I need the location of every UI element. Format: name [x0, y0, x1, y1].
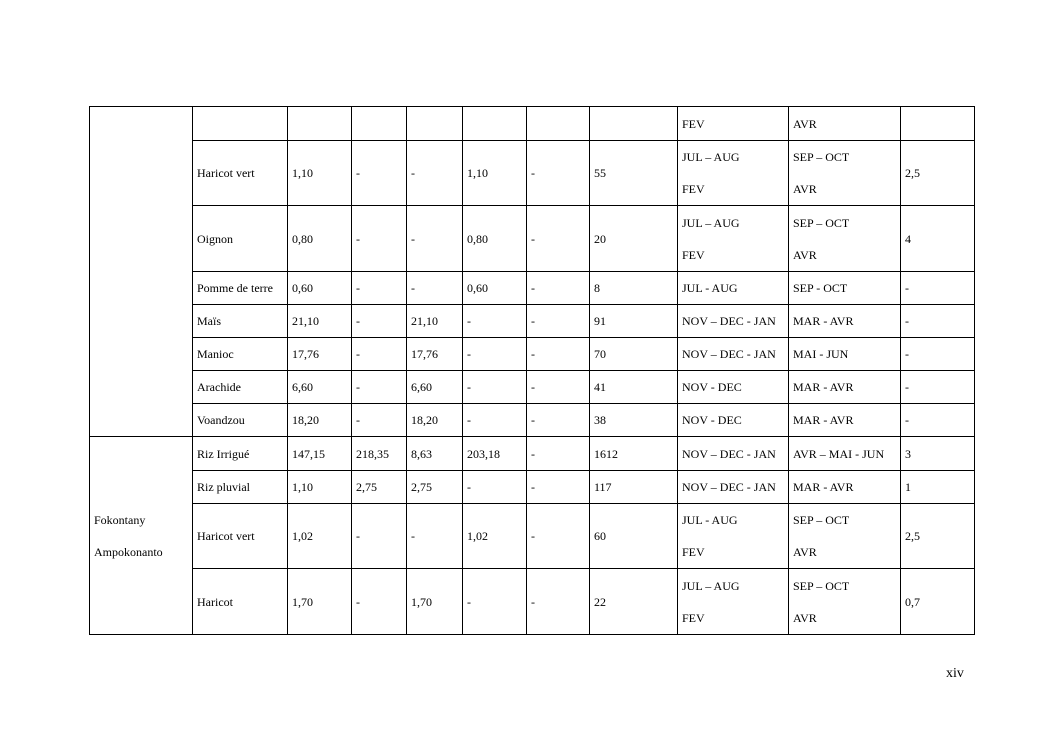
recolte-line: MAR - AVR [793, 480, 854, 494]
value-cell: 17,76 [288, 338, 352, 371]
value-cell: - [527, 338, 590, 371]
value-cell: 55 [590, 141, 678, 206]
recolte-cell [789, 141, 901, 206]
table-body [90, 107, 975, 635]
recolte-line: SEP – OCT [793, 513, 850, 527]
value-cell: - [527, 437, 590, 471]
value-cell: - [407, 141, 463, 206]
recolte-cell [789, 305, 901, 338]
value-cell: 117 [590, 471, 678, 504]
value-cell [590, 107, 678, 141]
culture-cell: Maïs [193, 305, 288, 338]
value-cell: - [352, 404, 407, 437]
recolte-cell [789, 437, 901, 471]
table-row [90, 437, 975, 471]
crop-table [89, 106, 975, 635]
recolte-cell [789, 569, 901, 635]
semis-line: NOV - DEC [682, 380, 742, 394]
recolte-line: MAR - AVR [793, 413, 854, 427]
recolte-line: AVR [793, 182, 817, 196]
value-cell: - [352, 504, 407, 569]
recolte-line: SEP – OCT [793, 578, 850, 593]
value-cell: 218,35 [352, 437, 407, 471]
semis-cell [678, 371, 789, 404]
recolte-cell [789, 371, 901, 404]
semis-line: NOV – DEC - JAN [682, 347, 776, 361]
last-value-cell: 3 [901, 437, 975, 471]
semis-cell [678, 305, 789, 338]
location-line: Fokontany [94, 512, 146, 527]
recolte-line: SEP – OCT [793, 150, 850, 164]
culture-cell: Oignon [193, 206, 288, 272]
value-cell: 21,10 [288, 305, 352, 338]
value-cell: 1,70 [407, 569, 463, 635]
value-cell: - [463, 471, 527, 504]
semis-cell [678, 504, 789, 569]
table-row [90, 371, 975, 404]
semis-cell [678, 404, 789, 437]
value-cell: 1,02 [288, 504, 352, 569]
recolte-line: SEP - OCT [793, 281, 848, 295]
value-cell: 41 [590, 371, 678, 404]
semis-cell [678, 338, 789, 371]
recolte-cell [789, 404, 901, 437]
value-cell: - [352, 272, 407, 305]
value-cell: 203,18 [463, 437, 527, 471]
value-cell: 1,10 [288, 471, 352, 504]
semis-line: NOV – DEC - JAN [682, 480, 776, 494]
value-cell: - [407, 206, 463, 272]
value-cell: - [463, 338, 527, 371]
culture-cell: Pomme de terre [193, 272, 288, 305]
value-cell: - [463, 569, 527, 635]
culture-cell: Voandzou [193, 404, 288, 437]
value-cell: - [352, 371, 407, 404]
semis-line: JUL – AUG [682, 150, 740, 164]
location-cell [90, 107, 193, 437]
culture-cell: Haricot vert [193, 504, 288, 569]
value-cell: 60 [590, 504, 678, 569]
value-cell: 38 [590, 404, 678, 437]
value-cell: 1612 [590, 437, 678, 471]
value-cell: 17,76 [407, 338, 463, 371]
value-cell: - [352, 305, 407, 338]
last-value-cell: - [901, 404, 975, 437]
value-cell: 1,10 [288, 141, 352, 206]
value-cell: 1,10 [463, 141, 527, 206]
culture-cell: Haricot [193, 569, 288, 635]
culture-cell: Arachide [193, 371, 288, 404]
culture-cell: Manioc [193, 338, 288, 371]
culture-cell: Riz Irrigué [193, 437, 288, 471]
recolte-cell [789, 206, 901, 272]
recolte-line: MAR - AVR [793, 380, 854, 394]
table-row [90, 569, 975, 635]
semis-cell [678, 107, 789, 141]
page-number: xiv [946, 666, 964, 681]
value-cell: 2,75 [407, 471, 463, 504]
last-value-cell: 0,7 [901, 569, 975, 635]
last-value-cell: - [901, 305, 975, 338]
value-cell: - [527, 569, 590, 635]
semis-line: FEV [682, 247, 705, 262]
value-cell: - [352, 141, 407, 206]
table-row [90, 305, 975, 338]
value-cell: 2,75 [352, 471, 407, 504]
value-cell: - [527, 141, 590, 206]
table-row [90, 504, 975, 569]
location-line: Ampokonanto [94, 544, 163, 559]
culture-cell: Haricot vert [193, 141, 288, 206]
value-cell: - [407, 272, 463, 305]
value-cell: 6,60 [407, 371, 463, 404]
semis-line: NOV - DEC [682, 413, 742, 427]
semis-line: JUL - AUG [682, 513, 738, 527]
value-cell: - [463, 305, 527, 338]
culture-cell [193, 107, 288, 141]
value-cell: 18,20 [407, 404, 463, 437]
value-cell: 8 [590, 272, 678, 305]
value-cell: 6,60 [288, 371, 352, 404]
recolte-line: AVR – MAI - JUN [793, 446, 885, 461]
value-cell: 0,60 [288, 272, 352, 305]
recolte-line: AVR [793, 247, 817, 262]
value-cell: - [527, 471, 590, 504]
last-value-cell: 2,5 [901, 141, 975, 206]
table-row [90, 206, 975, 272]
value-cell: 22 [590, 569, 678, 635]
semis-cell [678, 569, 789, 635]
semis-line: JUL – AUG [682, 578, 740, 593]
last-value-cell: 1 [901, 471, 975, 504]
value-cell: - [352, 206, 407, 272]
semis-line: FEV [682, 610, 705, 625]
semis-line: JUL - AUG [682, 281, 738, 295]
last-value-cell: - [901, 371, 975, 404]
semis-cell [678, 272, 789, 305]
table-row [90, 338, 975, 371]
table-row [90, 141, 975, 206]
value-cell: 0,80 [463, 206, 527, 272]
table-row [90, 404, 975, 437]
culture-cell: Riz pluvial [193, 471, 288, 504]
value-cell: - [352, 569, 407, 635]
recolte-cell [789, 471, 901, 504]
semis-line: FEV [682, 182, 705, 196]
recolte-cell [789, 338, 901, 371]
value-cell: - [352, 338, 407, 371]
last-value-cell: 4 [901, 206, 975, 272]
semis-cell [678, 141, 789, 206]
semis-line: FEV [682, 116, 705, 131]
semis-line: JUL – AUG [682, 215, 740, 230]
recolte-line: AVR [793, 610, 817, 625]
value-cell: - [527, 272, 590, 305]
recolte-line: AVR [793, 545, 817, 559]
recolte-line: MAR - AVR [793, 314, 854, 328]
value-cell: - [407, 504, 463, 569]
semis-line: FEV [682, 545, 705, 559]
semis-line: NOV – DEC - JAN [682, 314, 776, 328]
value-cell: - [527, 206, 590, 272]
value-cell [352, 107, 407, 141]
value-cell [527, 107, 590, 141]
value-cell: - [527, 504, 590, 569]
recolte-line: MAI - JUN [793, 347, 849, 361]
value-cell: - [463, 404, 527, 437]
recolte-cell [789, 107, 901, 141]
table-row [90, 272, 975, 305]
value-cell: - [527, 305, 590, 338]
last-value-cell: 2,5 [901, 504, 975, 569]
value-cell: 20 [590, 206, 678, 272]
table-row [90, 107, 975, 141]
value-cell: - [527, 404, 590, 437]
value-cell: 1,02 [463, 504, 527, 569]
value-cell: - [527, 371, 590, 404]
semis-cell [678, 471, 789, 504]
value-cell: 147,15 [288, 437, 352, 471]
value-cell: 0,60 [463, 272, 527, 305]
recolte-line: SEP – OCT [793, 215, 850, 230]
table-row [90, 471, 975, 504]
value-cell: 91 [590, 305, 678, 338]
last-value-cell [901, 107, 975, 141]
recolte-cell [789, 272, 901, 305]
value-cell [407, 107, 463, 141]
semis-line: NOV – DEC - JAN [682, 446, 776, 461]
location-cell [90, 437, 193, 635]
value-cell: 8,63 [407, 437, 463, 471]
value-cell [463, 107, 527, 141]
last-value-cell: - [901, 272, 975, 305]
value-cell: 70 [590, 338, 678, 371]
value-cell: 0,80 [288, 206, 352, 272]
recolte-cell [789, 504, 901, 569]
last-value-cell: - [901, 338, 975, 371]
value-cell: 18,20 [288, 404, 352, 437]
value-cell [288, 107, 352, 141]
value-cell: 21,10 [407, 305, 463, 338]
recolte-line: AVR [793, 116, 817, 131]
value-cell: - [463, 371, 527, 404]
semis-cell [678, 206, 789, 272]
semis-cell [678, 437, 789, 471]
value-cell: 1,70 [288, 569, 352, 635]
